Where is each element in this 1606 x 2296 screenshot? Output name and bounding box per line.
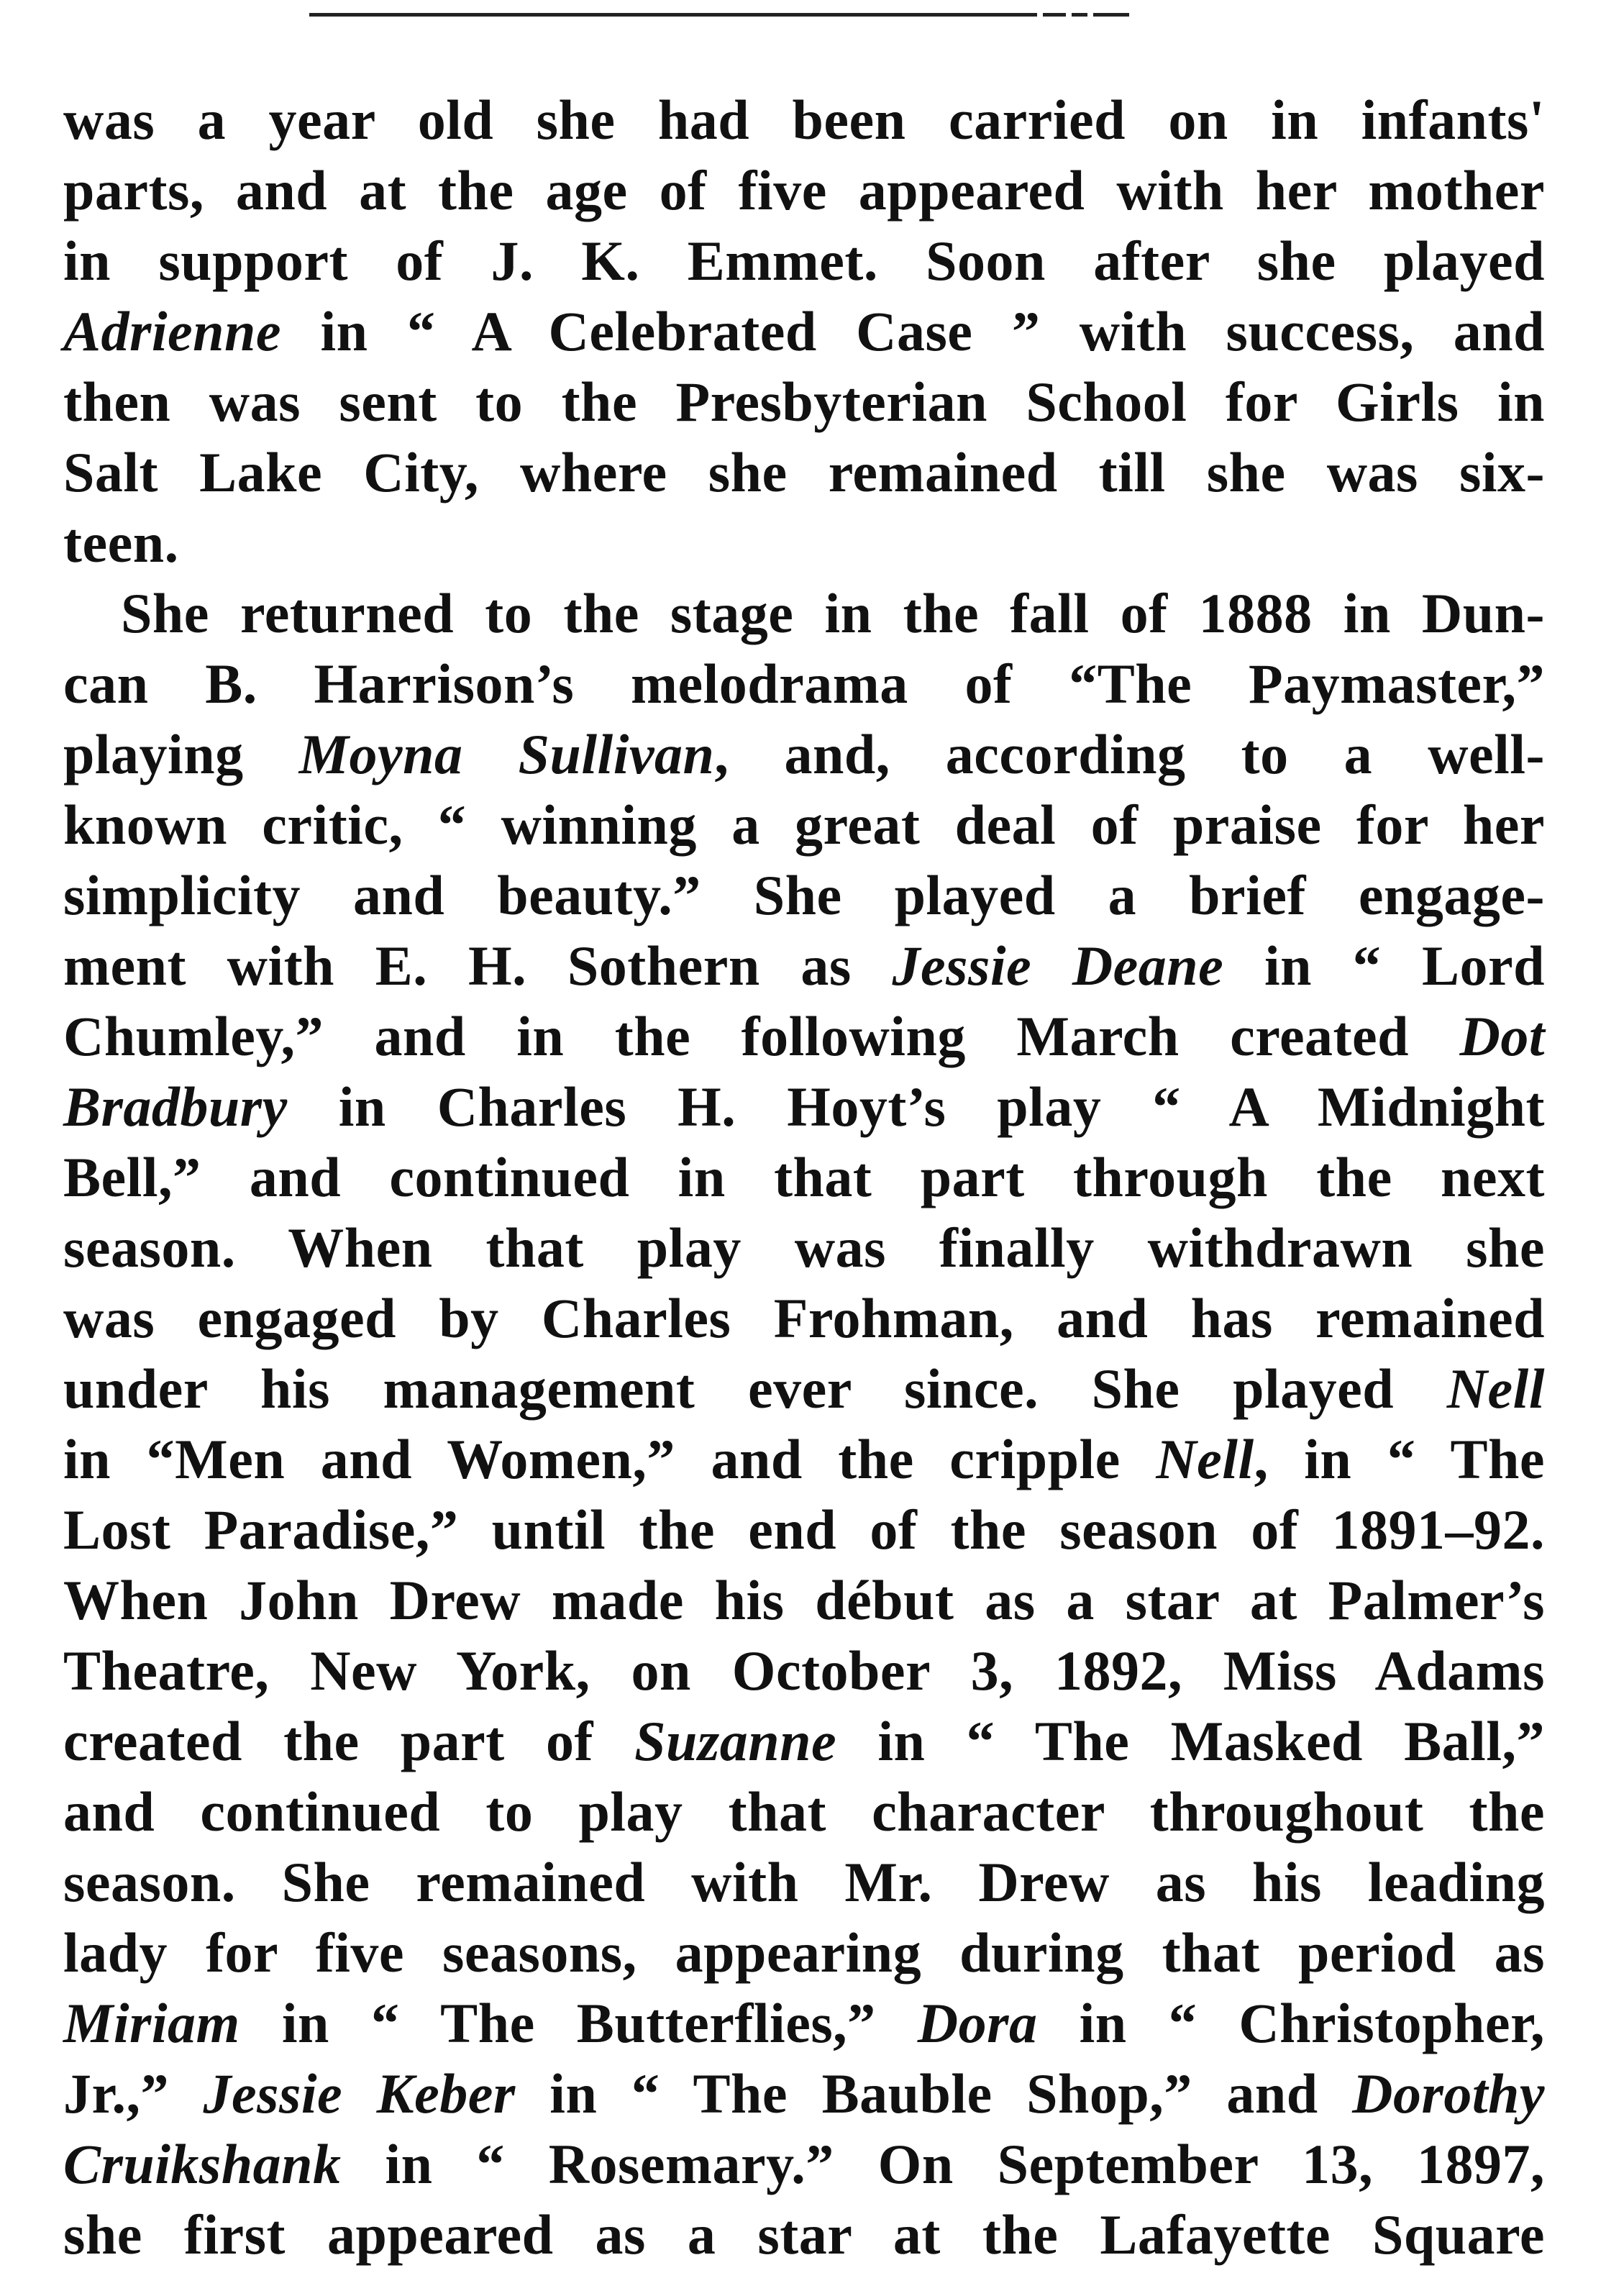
italic-role-name: Cruikshank	[63, 2133, 342, 2195]
text-segment: , in “ The	[1254, 1428, 1545, 1490]
text-line	[63, 1777, 1545, 1847]
text-segment: in Charles H. Hoyt’s play “ A Midnight	[287, 1075, 1545, 1138]
italic-role-name: Jessie Deane	[892, 934, 1224, 997]
text-line	[63, 719, 1545, 790]
text-line	[63, 2129, 1545, 2200]
text-line	[63, 649, 1545, 719]
italic-role-name: Nell	[1446, 1357, 1545, 1420]
text-line	[63, 226, 1545, 296]
text-segment: in “ The Bauble Shop,” and	[515, 2062, 1353, 2125]
text-line	[63, 1636, 1545, 1706]
text-segment: in “ Christopher,	[1037, 1992, 1545, 2054]
italic-role-name: Miriam	[63, 1992, 240, 2054]
text-segment: in “Men and Women,” and the cripple	[63, 1428, 1156, 1490]
text-line	[63, 578, 1545, 649]
text-segment: playing	[63, 723, 299, 785]
text-segment: Theatre, New York, on October 3, 1892, Miss Adams	[63, 1639, 1545, 1702]
text-line	[63, 1354, 1545, 1424]
text-segment: then was sent to the Presbyterian School for Girls in	[63, 370, 1545, 433]
text-segment: she first appeared as a star at the Lafayette Square	[63, 2203, 1545, 2266]
text-segment: , and, according to a well-	[714, 723, 1545, 785]
italic-role-name: Nell	[1156, 1428, 1254, 1490]
text-line	[63, 1706, 1545, 1777]
italic-role-name: Jessie Keber	[203, 2062, 516, 2125]
text-segment: and continued to play that character throughout the	[63, 1780, 1545, 1843]
text-segment: created the part of	[63, 1710, 635, 1772]
text-segment: in “ Rosemary.” On September 13, 1897,	[341, 2133, 1545, 2195]
text-segment: Salt Lake City, where she remained till she was six-	[63, 441, 1545, 504]
text-segment: under his management ever since. She played	[63, 1357, 1447, 1420]
text-segment: Jr.,”	[63, 2062, 204, 2125]
italic-role-name: Dorothy	[1352, 2062, 1545, 2125]
text-segment: season. She remained with Mr. Drew as his leading	[63, 1851, 1545, 1913]
text-segment: season. When that play was finally withdrawn she	[63, 1216, 1545, 1279]
text-segment: Bell,” and continued in that part through the next	[63, 1146, 1545, 1208]
body-text	[63, 85, 1545, 2270]
text-line	[63, 1424, 1545, 1495]
text-line	[63, 85, 1545, 155]
text-line	[63, 1142, 1545, 1213]
text-segment: lady for five seasons, appearing during that period as	[63, 1921, 1545, 1984]
text-segment: ment with E. H. Sothern as	[63, 934, 893, 997]
text-line	[63, 1565, 1545, 1636]
text-segment: When John Drew made his début as a star at Palmer’s	[63, 1569, 1545, 1631]
text-segment: parts, and at the age of five appeared with her mother	[63, 159, 1545, 222]
text-segment: was a year old she had been carried on in infants'	[63, 88, 1545, 151]
text-line	[63, 2059, 1545, 2129]
text-segment: in “ The Masked Ball,”	[836, 1710, 1546, 1772]
text-segment: in “ The Butterflies,”	[239, 1992, 918, 2054]
text-segment: She returned to the stage in the fall of 1888 in Dun-	[121, 582, 1545, 644]
text-line	[63, 1495, 1545, 1565]
text-segment: in “ Lord	[1223, 934, 1545, 997]
text-line	[63, 508, 1545, 578]
text-segment: was engaged by Charles Frohman, and has remained	[63, 1287, 1545, 1349]
text-line	[63, 367, 1545, 437]
text-line	[63, 1918, 1545, 1988]
text-line	[63, 1001, 1545, 1072]
text-line	[63, 1847, 1545, 1918]
text-line	[63, 1283, 1545, 1354]
text-line	[63, 1213, 1545, 1283]
text-segment: can B. Harrison’s melodrama of “The Paymaster,”	[63, 652, 1545, 715]
text-segment: Lost Paradise,” until the end of the season of 1891–92.	[63, 1498, 1545, 1561]
text-segment: in support of J. K. Emmet. Soon after she played	[63, 229, 1545, 292]
italic-role-name: Dot	[1459, 1005, 1545, 1067]
italic-role-name: Dora	[917, 1992, 1038, 2054]
italic-role-name: Suzanne	[634, 1710, 837, 1772]
text-segment: known critic, “ winning a great deal of praise for her	[63, 793, 1545, 856]
text-segment: simplicity and beauty.” She played a brief engage-	[63, 864, 1545, 926]
text-line	[63, 155, 1545, 226]
italic-role-name: Adrienne	[63, 300, 282, 363]
text-segment: in “ A Celebrated Case ” with success, and	[281, 300, 1545, 363]
text-line	[63, 790, 1545, 860]
text-line	[63, 437, 1545, 508]
italic-role-name: Bradbury	[63, 1075, 288, 1138]
text-line	[63, 860, 1545, 931]
text-line	[63, 296, 1545, 367]
text-line	[63, 1072, 1545, 1142]
text-segment: Chumley,” and in the following March created	[63, 1005, 1460, 1067]
text-line	[63, 931, 1545, 1001]
top-rule	[309, 13, 1129, 17]
text-segment: teen.	[63, 511, 179, 574]
italic-role-name: Moyna Sullivan	[298, 723, 715, 785]
text-line	[63, 2200, 1545, 2270]
text-line	[63, 1988, 1545, 2059]
